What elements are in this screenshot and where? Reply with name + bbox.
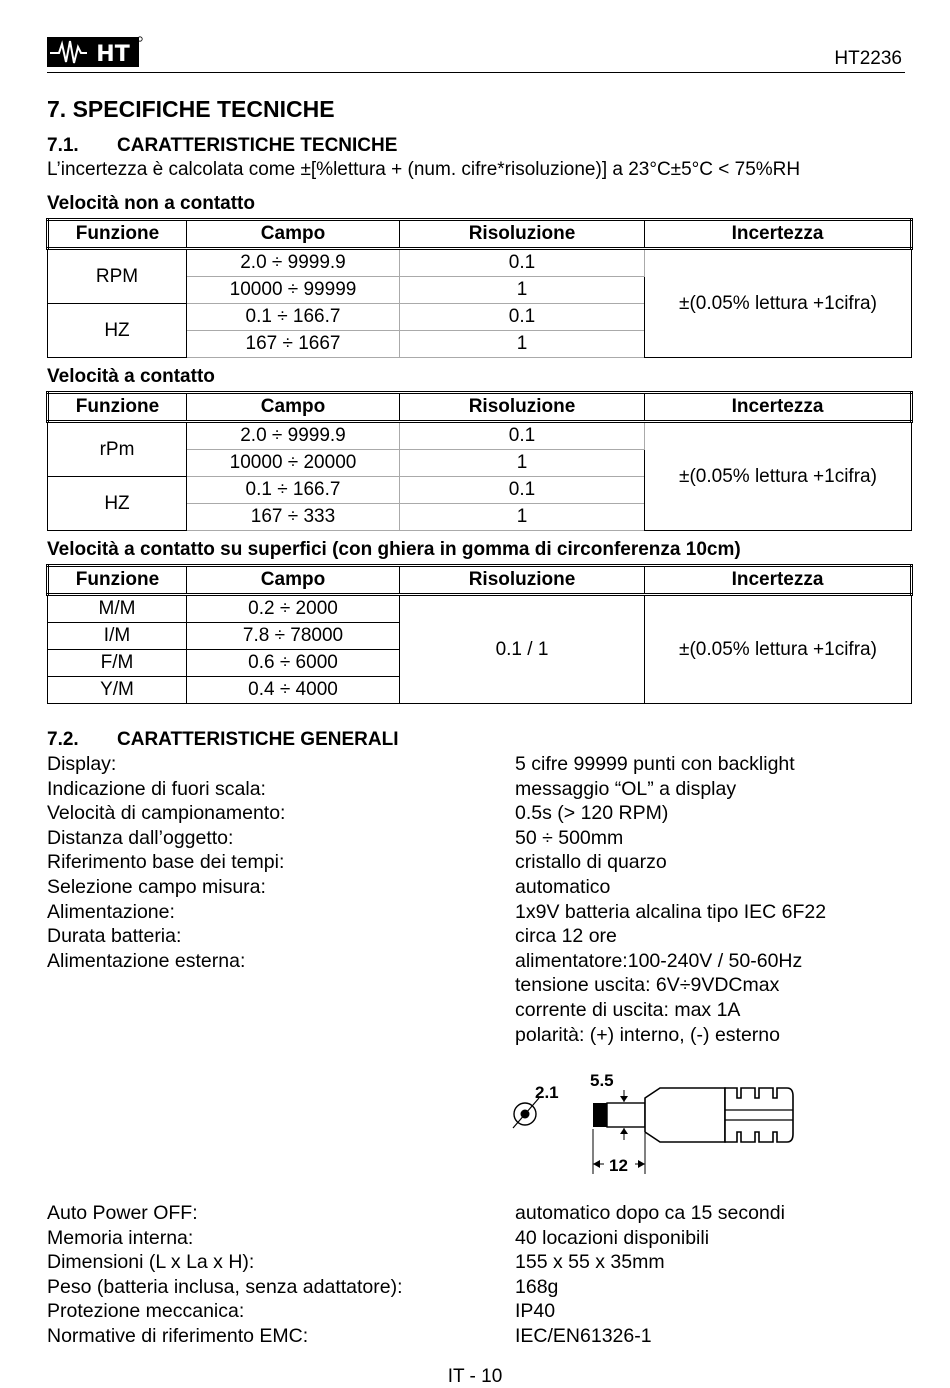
spec-label: Memoria interna: <box>47 1226 194 1249</box>
accuracy-cell: ±(0.05% lettura +1cifra) <box>645 422 912 531</box>
resolution-cell: 1 <box>400 277 645 304</box>
function-cell: M/M <box>48 595 187 623</box>
general-subheading-title: CARATTERISTICHE GENERALI <box>117 729 399 750</box>
table2-title: Velocità a contatto <box>47 366 215 387</box>
table-row <box>48 249 912 277</box>
general-specs-list-2 <box>47 1201 907 1349</box>
spec-value: IEC/EN61326-1 <box>515 1324 652 1347</box>
section-title: 7. SPECIFICHE TECNICHE <box>47 96 335 122</box>
function-cell: HZ <box>48 304 187 358</box>
spec-label: Riferimento base dei tempi: <box>47 851 285 874</box>
accuracy-cell: ±(0.05% lettura +1cifra) <box>645 595 912 704</box>
resolution-cell: 1 <box>400 504 645 531</box>
spec-row <box>47 1201 907 1226</box>
range-cell: 0.6 ÷ 6000 <box>187 650 400 677</box>
spec-row <box>47 752 907 777</box>
table-surface <box>46 564 913 704</box>
power-plug-diagram <box>505 1066 835 1182</box>
range-cell: 167 ÷ 333 <box>187 504 400 531</box>
spec-value: 1x9V batteria alcalina tipo IEC 6F22 <box>515 900 827 923</box>
spec-value: cristallo di quarzo <box>515 851 667 874</box>
range-cell: 0.2 ÷ 2000 <box>187 595 400 623</box>
spec-value: messaggio “OL” a display <box>515 777 737 800</box>
range-cell: 0.1 ÷ 166.7 <box>187 477 400 504</box>
general-subheading <box>47 729 398 751</box>
spec-value: automatico <box>515 875 611 898</box>
spec-label: Selezione campo misura: <box>47 875 266 898</box>
uncertainty-note: L’incertezza è calcolata come ±[%lettura + (num. cifre*risoluzione)] a 23°C±5°C < 75%RH <box>47 159 801 180</box>
spec-row <box>47 801 907 826</box>
spec-label: Velocità di campionamento: <box>47 802 286 825</box>
spec-value: automatico dopo ca 15 secondi <box>515 1202 785 1224</box>
tech-subheading <box>47 135 397 157</box>
spec-row <box>47 1275 907 1300</box>
table-header-row <box>48 220 912 249</box>
spec-label: Indicazione di fuori scala: <box>47 777 266 800</box>
resolution-cell: 1 <box>400 331 645 358</box>
spec-value: 168g <box>515 1275 559 1298</box>
spec-row <box>47 1226 907 1251</box>
spec-value: alimentatore:100-240V / 50-60Hz <box>515 949 803 972</box>
spec-value: 40 locazioni disponibili <box>515 1226 710 1249</box>
function-cell: I/M <box>48 623 187 650</box>
table-row <box>48 422 912 450</box>
table-row <box>48 595 912 623</box>
spec-label: Alimentazione: <box>47 900 175 923</box>
range-cell: 7.8 ÷ 78000 <box>187 623 400 650</box>
accuracy-cell: ±(0.05% lettura +1cifra) <box>645 249 912 358</box>
table-non-contact <box>46 218 913 358</box>
ht-logo <box>47 33 143 71</box>
model-name: HT2236 <box>834 48 902 69</box>
function-cell: HZ <box>48 477 187 531</box>
header-risoluzione: Risoluzione <box>400 566 645 595</box>
resolution-cell: 0.1 <box>400 422 645 450</box>
range-cell: 2.0 ÷ 9999.9 <box>187 422 400 450</box>
spec-label: Normative di riferimento EMC: <box>47 1324 309 1347</box>
spec-value: polarità: (+) interno, (-) esterno <box>515 1023 780 1046</box>
range-cell: 10000 ÷ 20000 <box>187 450 400 477</box>
header-incertezza: Incertezza <box>645 566 912 595</box>
range-cell: 10000 ÷ 99999 <box>187 277 400 304</box>
function-cell: rPm <box>48 422 187 477</box>
spec-row <box>47 777 907 802</box>
general-specs-list <box>47 752 907 1047</box>
function-cell: F/M <box>48 650 187 677</box>
range-cell: 2.0 ÷ 9999.9 <box>187 249 400 277</box>
tech-subheading-title: CARATTERISTICHE TECNICHE <box>117 135 398 156</box>
range-cell: 0.4 ÷ 4000 <box>187 677 400 704</box>
spec-label: Display: <box>47 753 117 775</box>
spec-label: Dimensioni (L x La x H): <box>47 1251 255 1274</box>
spec-row <box>47 875 907 900</box>
table-header-row <box>48 393 912 422</box>
dim-length-label: 12 <box>609 1156 628 1175</box>
spec-row <box>47 1023 907 1048</box>
spec-row <box>47 1324 907 1349</box>
header-campo: Campo <box>187 393 400 422</box>
function-cell: RPM <box>48 249 187 304</box>
resolution-cell: 1 <box>400 450 645 477</box>
resolution-cell: 0.1 <box>400 304 645 331</box>
spec-value: circa 12 ore <box>515 925 617 948</box>
spec-value: tensione uscita: 6V÷9VDCmax <box>515 974 780 997</box>
resolution-cell: 0.1 / 1 <box>400 595 645 704</box>
header-risoluzione: Risoluzione <box>400 220 645 249</box>
table-header-row <box>48 566 912 595</box>
header-rule <box>47 72 905 73</box>
logo-text: HT <box>96 42 130 67</box>
header-funzione: Funzione <box>48 566 187 595</box>
dim-inner-label: 2.1 <box>535 1083 559 1102</box>
range-cell: 167 ÷ 1667 <box>187 331 400 358</box>
header-campo: Campo <box>187 566 400 595</box>
resolution-cell: 0.1 <box>400 477 645 504</box>
spec-value: 50 ÷ 500mm <box>515 826 624 849</box>
table1-title: Velocità non a contatto <box>47 193 255 214</box>
dim-outer-label: 5.5 <box>590 1071 614 1090</box>
spec-row <box>47 1250 907 1275</box>
header-incertezza: Incertezza <box>645 220 912 249</box>
table-contact <box>46 391 913 531</box>
range-cell: 0.1 ÷ 166.7 <box>187 304 400 331</box>
spec-value: 155 x 55 x 35mm <box>515 1251 665 1274</box>
header-campo: Campo <box>187 220 400 249</box>
header-incertezza: Incertezza <box>645 393 912 422</box>
spec-row <box>47 900 907 925</box>
function-cell: Y/M <box>48 677 187 704</box>
spec-row <box>47 826 907 851</box>
spec-row <box>47 949 907 974</box>
spec-value: 5 cifre 99999 punti con backlight <box>515 753 795 775</box>
spec-label: Auto Power OFF: <box>47 1202 198 1224</box>
tech-subheading-number: 7.1. <box>47 135 79 156</box>
spec-label: Alimentazione esterna: <box>47 949 246 972</box>
spec-label: Durata batteria: <box>47 925 182 948</box>
table3-title: Velocità a contatto su superfici (con ghiera in gomma di circonferenza 10cm) <box>47 539 741 560</box>
spec-label: Protezione meccanica: <box>47 1300 245 1323</box>
spec-value: 0.5s (> 120 RPM) <box>515 802 669 825</box>
spec-row <box>47 973 907 998</box>
spec-label: Peso (batteria inclusa, senza adattatore): <box>47 1275 403 1298</box>
general-subheading-number: 7.2. <box>47 729 79 750</box>
spec-row <box>47 1299 907 1324</box>
header-funzione: Funzione <box>48 220 187 249</box>
spec-label: Distanza dall’oggetto: <box>47 826 234 849</box>
header-funzione: Funzione <box>48 393 187 422</box>
page-number: IT - 10 <box>447 1366 503 1387</box>
spec-value: IP40 <box>515 1300 556 1323</box>
spec-row <box>47 998 907 1023</box>
spec-row <box>47 924 907 949</box>
header-risoluzione: Risoluzione <box>400 393 645 422</box>
resolution-cell: 0.1 <box>400 249 645 277</box>
spec-value: corrente di uscita: max 1A <box>515 998 741 1021</box>
spec-row <box>47 850 907 875</box>
